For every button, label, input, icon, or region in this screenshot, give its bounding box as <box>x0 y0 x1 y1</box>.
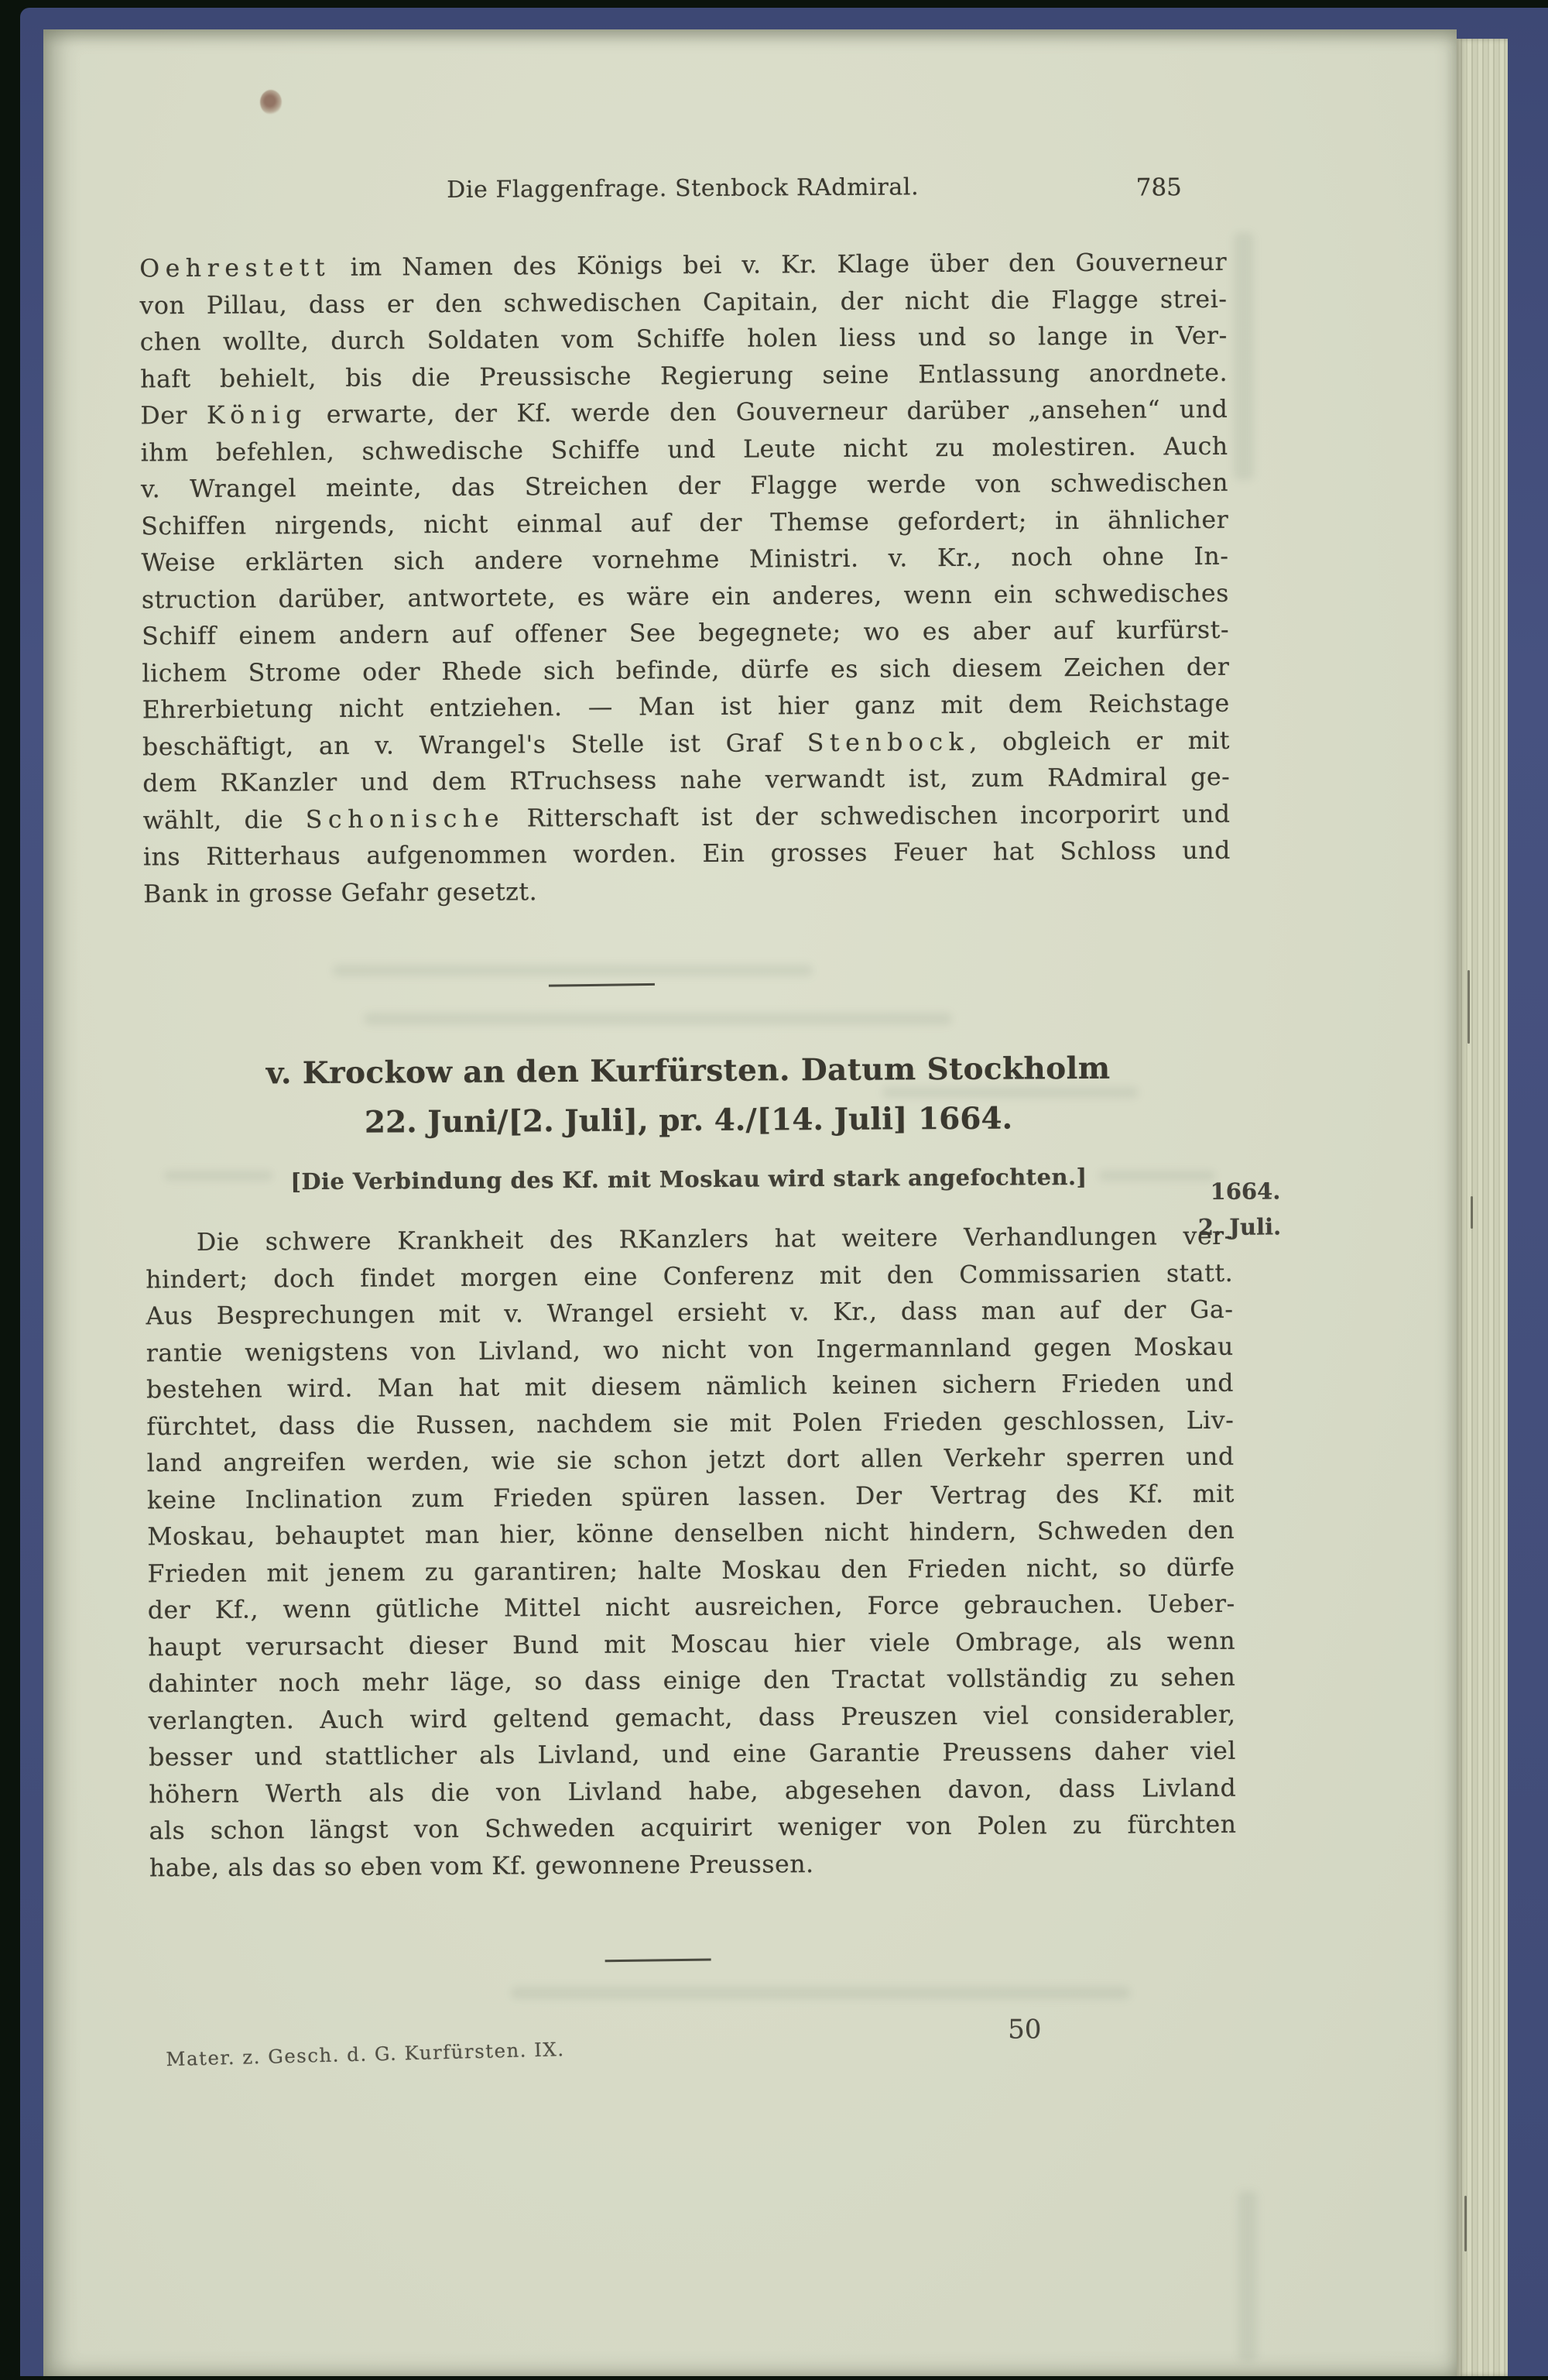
text-line: keine Inclination zum Frieden spüren lassen. Der Vertrag des Kf. mit <box>146 1480 1235 1514</box>
text-line: Schiffen nirgends, nicht einmal auf der Themse gefordert; in ähnlicher <box>141 506 1229 540</box>
closing-divider-rule <box>605 1958 711 1961</box>
text-line: v. Wrangel meinte, das Streichen der Flagge werde von schwedischen <box>140 468 1229 504</box>
text-line: beschäftigt, an v. Wrangel's Stelle ist Graf Stenbock, obgleich er mit <box>142 726 1231 761</box>
text-line: Frieden mit jenem zu garantiren; halte Moskau den Frieden nicht, so dürfe <box>147 1553 1235 1588</box>
letter-heading-date: 22. Juni/[2. Juli], pr. 4./[14. Juli] 1664. <box>364 1100 1013 1140</box>
body-text-paragraph-2 <box>146 1219 1237 1888</box>
text-line: Schiff einem andern auf offener See begegnete; wo es aber auf kurfürst- <box>142 616 1230 651</box>
text-line: höhern Werth als die von Livland habe, abgesehen davon, dass Livland <box>149 1774 1237 1809</box>
text-line: haft behielt, bis die Preussische Regierung seine Entlassung anordnete. <box>140 358 1228 393</box>
letterspaced-name: Schonische <box>305 804 505 834</box>
sheet-signature-number: 50 <box>1008 2014 1042 2046</box>
text-line: der Kf., wenn gütliche Mittel nicht ausreichen, Force gebrauchen. Ueber- <box>147 1590 1235 1625</box>
text-line: von Pillau, dass er den schwedischen Capitain, der nicht die Flagge strei- <box>139 285 1228 320</box>
text-line: Aus Besprechungen mit v. Wrangel ersieht v. Kr., dass man auf der Ga- <box>146 1295 1234 1331</box>
text-line: bestehen wird. Man hat mit diesem nämlich keinen sichern Frieden und <box>146 1369 1235 1404</box>
text-line: Ehrerbietung nicht entziehen. — Man ist hier ganz mit dem Reichstage <box>142 689 1230 725</box>
text-line: haupt verursacht dieser Bund mit Moscau hier viele Ombrage, als wenn <box>148 1627 1236 1662</box>
section-divider-rule <box>549 983 655 986</box>
text-line: dahinter noch mehr läge, so dass einige den Tractat vollständig zu sehen <box>148 1663 1236 1699</box>
text-line: ihm befehlen, schwedische Schiffe und Leute nicht zu molestiren. Auch <box>140 432 1228 467</box>
text-line: lichem Strome oder Rhede sich befinde, dürfe es sich diesem Zeichen der <box>142 653 1230 688</box>
text-line: hindert; doch findet morgen eine Conferenz mit den Commissarien statt. <box>146 1259 1234 1294</box>
letterspaced-name: Oehrestett <box>139 253 331 283</box>
text-line: Die schwere Krankheit des RKanzlers hat weitere Verhandlungen ver- <box>196 1222 1234 1257</box>
text-line: dem RKanzler und dem RTruchsess nahe verwandt ist, zum RAdmiral ge- <box>142 763 1231 798</box>
running-header-title: Die Flaggenfrage. Stenbock RAdmiral. <box>447 173 920 204</box>
text-line: Der König erwarte, der Kf. werde den Gouverneur darüber „ansehen“ und <box>140 395 1228 430</box>
text-line: land angreifen werden, wie sie schon jetzt dort allen Verkehr sperren und <box>146 1442 1235 1478</box>
text-line: habe, als das so eben vom Kf. gewonnene Preussen. <box>149 1850 814 1882</box>
text-line: chen wollte, durch Soldaten vom Schiffe holen liess und so lange in Ver- <box>139 321 1228 357</box>
letter-summary: [Die Verbindung des Kf. mit Moskau wird stark angefochten.] <box>290 1163 1087 1195</box>
text-line: als schon längst von Schweden acquirirt weniger von Polen zu fürchten <box>149 1810 1237 1846</box>
text-line: Oehrestett im Namen des Königs bei v. Kr. Klage über den Gouverneur <box>139 248 1228 283</box>
body-text-paragraph-1 <box>139 245 1231 914</box>
text-line: fürchtet, dass die Russen, nachdem sie mit Polen Frieden geschlossen, Liv- <box>146 1406 1235 1441</box>
text-line: verlangten. Auch wird geltend gemacht, dass Preuszen viel considerabler, <box>148 1700 1236 1735</box>
text-line: besser und stattlicher als Livland, und eine Garantie Preussens daher viel <box>148 1737 1237 1772</box>
page-number: 785 <box>1135 173 1182 202</box>
text-line: wählt, die Schonische Ritterschaft ist der schwedischen incorporirt und <box>142 800 1231 835</box>
text-line: Weise erklärten sich andere vornehme Ministri. v. Kr., noch ohne In- <box>141 542 1229 578</box>
margin-year: 1664. <box>1210 1178 1281 1205</box>
text-line: rantie wenigstens von Livland, wo nicht von Ingermannland gegen Moskau <box>146 1332 1234 1367</box>
text-line: ins Ritterhaus aufgenommen worden. Ein grosses Feuer hat Schloss und <box>142 836 1231 872</box>
text-line: struction darüber, antwortete, es wäre ein anderes, wenn ein schwedisches <box>141 579 1229 614</box>
text-line: Moskau, behauptet man hier, könne denselben nicht hindern, Schweden den <box>147 1516 1235 1552</box>
letterspaced-name: Stenbock <box>807 728 970 757</box>
letter-heading: v. Krockow an den Kurfürsten. Datum Stockholm <box>265 1050 1111 1092</box>
margin-day: 2. Juli. <box>1197 1213 1282 1241</box>
text-line: Bank in grosse Gefahr gesetzt. <box>143 877 538 908</box>
series-footer-note: Mater. z. Gesch. d. G. Kurfürsten. IX. <box>166 2038 565 2071</box>
letterspaced-name: König <box>206 401 308 430</box>
